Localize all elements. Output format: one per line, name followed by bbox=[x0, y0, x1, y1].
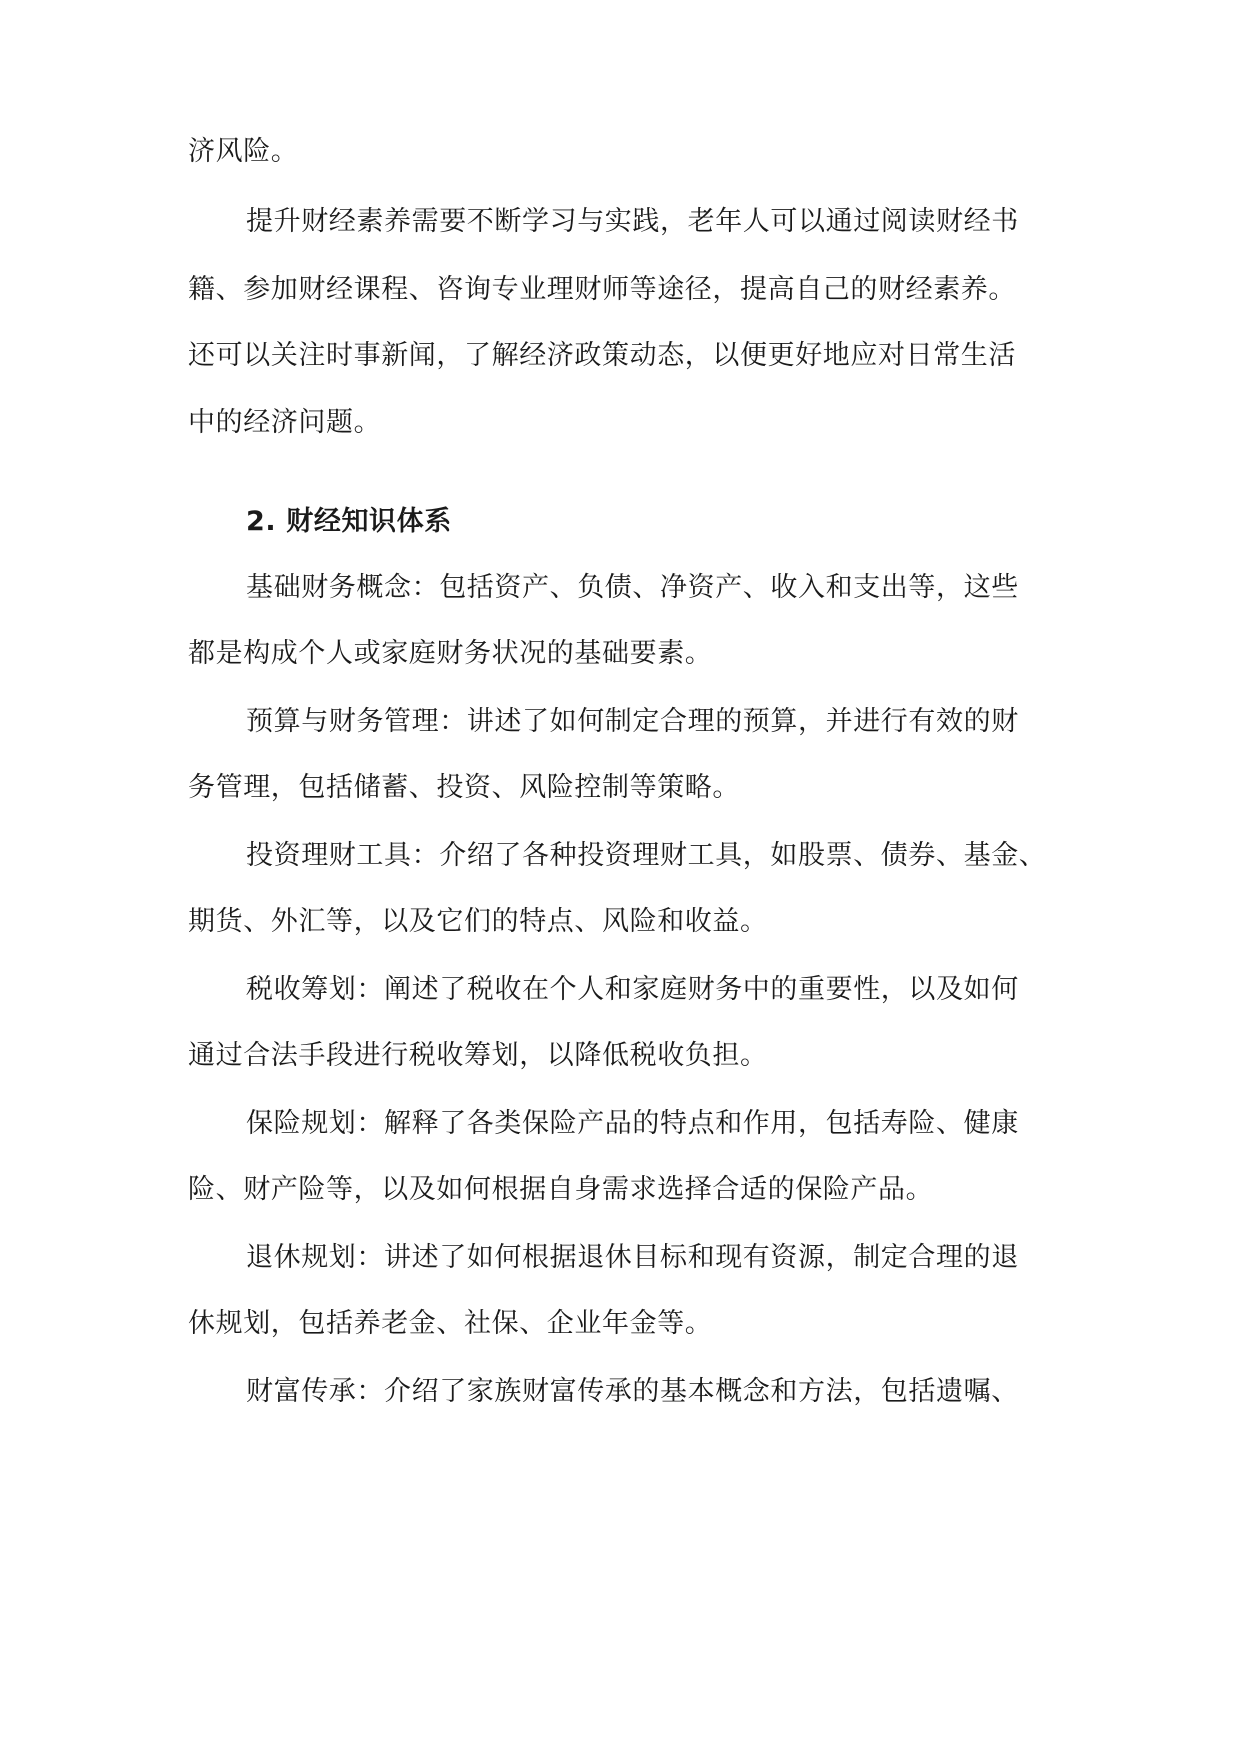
paragraph-line: 险、财产险等，以及如何根据自身需求选择合适的保险产品。 bbox=[188, 1174, 934, 1205]
paragraph-line: 还可以关注时事新闻，了解经济政策动态，以便更好地应对日常生活 bbox=[188, 340, 1016, 371]
paragraph-line: 籍、参加财经课程、咨询专业理财师等途径，提高自己的财经素养。 bbox=[188, 274, 1016, 305]
paragraph-line: 税收筹划：阐述了税收在个人和家庭财务中的重要性，以及如何 bbox=[246, 974, 1019, 1005]
paragraph-line: 基础财务概念：包括资产、负债、净资产、收入和支出等，这些 bbox=[246, 572, 1019, 603]
paragraph-line: 务管理，包括储蓄、投资、风险控制等策略。 bbox=[188, 772, 740, 803]
paragraph-line: 济风险。 bbox=[188, 136, 299, 167]
paragraph-line: 通过合法手段进行税收筹划，以降低税收负担。 bbox=[188, 1040, 768, 1071]
paragraph-line: 都是构成个人或家庭财务状况的基础要素。 bbox=[188, 638, 713, 669]
paragraph-line: 提升财经素养需要不断学习与实践，老年人可以通过阅读财经书 bbox=[246, 206, 1019, 237]
paragraph-line: 财富传承：介绍了家族财富传承的基本概念和方法，包括遗嘱、 bbox=[246, 1376, 1019, 1407]
paragraph-line: 预算与财务管理：讲述了如何制定合理的预算，并进行有效的财 bbox=[246, 706, 1019, 737]
paragraph-line: 期货、外汇等，以及它们的特点、风险和收益。 bbox=[188, 906, 768, 937]
paragraph-line: 投资理财工具：介绍了各种投资理财工具，如股票、债券、基金、 bbox=[246, 840, 1047, 871]
paragraph-line: 保险规划：解释了各类保险产品的特点和作用，包括寿险、健康 bbox=[246, 1108, 1019, 1139]
paragraph-line: 退休规划：讲述了如何根据退休目标和现有资源，制定合理的退 bbox=[246, 1242, 1019, 1273]
section-heading: 2. 财经知识体系 bbox=[246, 506, 452, 537]
paragraph-line: 中的经济问题。 bbox=[188, 407, 382, 438]
paragraph-line: 休规划，包括养老金、社保、企业年金等。 bbox=[188, 1308, 713, 1339]
